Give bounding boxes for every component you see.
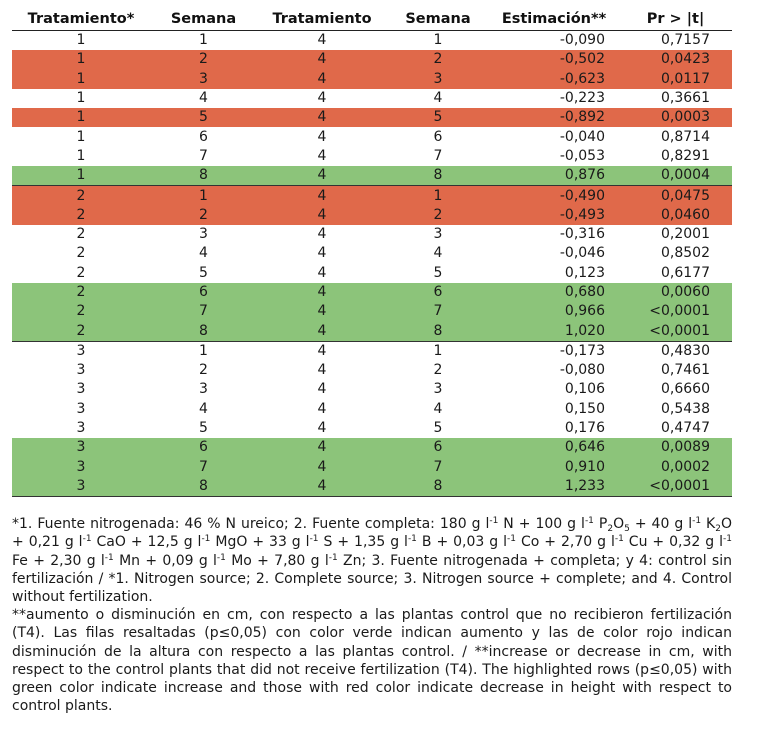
cell-tratamiento-a: 3 [76, 420, 86, 437]
cell-tratamiento-b: 4 [257, 341, 387, 361]
cell-tratamiento-a: 3 [12, 477, 150, 497]
cell-tratamiento-b: 4 [257, 206, 387, 225]
cell-semana-b: 2 [387, 206, 489, 225]
cell-tratamiento-a: 2 [76, 226, 86, 243]
footnote-supscript: -1 [328, 552, 338, 563]
cell-p-value: 0,3661 [661, 90, 710, 107]
cell-estimacion: -0,223 [559, 90, 605, 107]
cell-semana-a: 1 [199, 32, 208, 49]
cell-semana-a: 2 [199, 362, 208, 379]
cell-p-value: <0,0001 [619, 321, 732, 341]
cell-semana-b: 7 [387, 458, 489, 477]
cell-p-value: 0,0475 [619, 186, 732, 206]
cell-tratamiento-a: 1 [12, 70, 150, 89]
cell-p-value: 0,8714 [661, 128, 710, 145]
footnote-subscript: 2 [715, 524, 721, 535]
cell-estimacion: 0,123 [564, 264, 605, 281]
cell-p-value: 0,7157 [661, 32, 710, 49]
footnote-text: CaO + 12,5 g l [91, 534, 202, 551]
cell-semana-b: 3 [433, 226, 443, 243]
cell-tratamiento-a: 1 [12, 166, 150, 186]
cell-estimacion: 0,646 [489, 438, 619, 457]
cell-semana-a: 5 [199, 264, 208, 281]
header-p-value: Pr > |t| [619, 8, 732, 31]
footnote-supscript: -1 [489, 516, 499, 527]
table-row [12, 321, 732, 341]
footnote-subscript: 5 [624, 524, 630, 535]
cell-estimacion: -0,046 [559, 245, 605, 262]
cell-tratamiento-a: 2 [12, 321, 150, 341]
cell-semana-b: 1 [387, 341, 489, 361]
footnote-supscript: -1 [407, 534, 417, 545]
cell-tratamiento-b: 4 [317, 420, 327, 437]
table-row [12, 206, 732, 225]
cell-tratamiento-b: 4 [317, 264, 327, 281]
footnote-supscript: -1 [104, 552, 114, 563]
cell-semana-a: 6 [150, 438, 257, 457]
cell-semana-a: 7 [199, 147, 208, 164]
footnote-supscript: -1 [201, 534, 211, 545]
results-table-container [12, 8, 732, 715]
cell-tratamiento-b: 4 [317, 128, 327, 145]
table-row [12, 89, 732, 108]
cell-semana-a: 3 [150, 70, 257, 89]
cell-estimacion: 0,876 [489, 166, 619, 186]
cell-semana-a: 4 [199, 245, 208, 262]
cell-tratamiento-b: 4 [257, 458, 387, 477]
cell-semana-a: 8 [150, 321, 257, 341]
cell-semana-b: 4 [433, 90, 443, 107]
cell-estimacion: -0,040 [559, 128, 605, 145]
cell-p-value: 0,4830 [619, 341, 732, 361]
cell-tratamiento-a: 1 [12, 50, 150, 69]
cell-estimacion: -0,090 [559, 32, 605, 49]
cell-tratamiento-b: 4 [257, 438, 387, 457]
table-row [12, 283, 732, 302]
cell-p-value: 0,0002 [619, 458, 732, 477]
cell-p-value: 0,8502 [661, 245, 710, 262]
cell-estimacion: -0,493 [489, 206, 619, 225]
cell-semana-a: 6 [199, 128, 208, 145]
table-row [12, 244, 732, 263]
footnote-text: *1. Fuente nitrogenada: 46 % N ureico; 2. Fuente completa: 180 g l [12, 516, 490, 533]
table-row [12, 458, 732, 477]
table-body [12, 31, 732, 497]
cell-estimacion: 0,150 [564, 400, 605, 417]
cell-estimacion: 0,106 [564, 381, 605, 398]
table-row [12, 361, 732, 380]
cell-p-value: 0,4747 [661, 420, 710, 437]
cell-tratamiento-a: 3 [76, 400, 86, 417]
footnote-text: Mo + 7,80 g l [225, 552, 329, 569]
cell-estimacion: 0,910 [489, 458, 619, 477]
cell-estimacion: -0,490 [489, 186, 619, 206]
cell-semana-b: 1 [387, 186, 489, 206]
header-estimacion: Estimación** [489, 8, 619, 31]
cell-tratamiento-a: 2 [76, 245, 86, 262]
cell-estimacion: 1,233 [489, 477, 619, 497]
footnote-supscript: -1 [723, 534, 732, 545]
cell-tratamiento-b: 4 [257, 70, 387, 89]
cell-semana-b: 7 [387, 302, 489, 321]
footnote-supscript: -1 [507, 534, 517, 545]
cell-semana-b: 8 [387, 477, 489, 497]
cell-semana-b: 8 [387, 166, 489, 186]
cell-estimacion: 1,020 [489, 321, 619, 341]
cell-estimacion: 0,966 [489, 302, 619, 321]
footnote-supscript: -1 [584, 516, 594, 527]
table-row [12, 70, 732, 89]
cell-semana-a: 1 [150, 341, 257, 361]
cell-semana-b: 8 [387, 321, 489, 341]
cell-tratamiento-a: 2 [12, 283, 150, 302]
cell-p-value: 0,0089 [619, 438, 732, 457]
cell-estimacion: -0,173 [489, 341, 619, 361]
table-row [12, 127, 732, 146]
cell-tratamiento-b: 4 [317, 147, 327, 164]
footnotes [12, 515, 732, 715]
cell-semana-a: 7 [150, 458, 257, 477]
cell-semana-b: 4 [433, 400, 443, 417]
cell-tratamiento-a: 2 [12, 186, 150, 206]
header-row [12, 8, 732, 31]
footnote-supscript: -1 [82, 534, 92, 545]
cell-semana-b: 6 [433, 128, 443, 145]
comparison-table [12, 8, 732, 497]
cell-p-value: 0,0117 [619, 70, 732, 89]
cell-semana-b: 1 [433, 32, 443, 49]
cell-p-value: 0,0060 [619, 283, 732, 302]
cell-semana-a: 1 [150, 186, 257, 206]
footnote-text: B + 0,03 g l [416, 534, 508, 551]
cell-estimacion: -0,502 [489, 50, 619, 69]
cell-semana-b: 5 [387, 108, 489, 127]
cell-tratamiento-b: 4 [317, 362, 327, 379]
cell-semana-a: 5 [199, 420, 208, 437]
footnote-treatments [12, 515, 732, 606]
table-row [12, 477, 732, 497]
cell-p-value: 0,0460 [619, 206, 732, 225]
cell-semana-a: 8 [150, 477, 257, 497]
cell-semana-a: 3 [199, 381, 208, 398]
cell-tratamiento-a: 1 [76, 32, 86, 49]
cell-semana-a: 3 [199, 226, 208, 243]
cell-tratamiento-a: 2 [12, 302, 150, 321]
table-row [12, 147, 732, 166]
cell-tratamiento-a: 3 [76, 381, 86, 398]
cell-semana-a: 8 [150, 166, 257, 186]
cell-tratamiento-b: 4 [317, 226, 327, 243]
footnote-text: O [613, 516, 625, 533]
footnote-text: Co + 2,70 g l [516, 534, 615, 551]
cell-tratamiento-b: 4 [317, 245, 327, 262]
cell-tratamiento-a: 3 [76, 362, 86, 379]
footnote-text: Mn + 0,09 g l [113, 552, 217, 569]
cell-tratamiento-b: 4 [257, 302, 387, 321]
cell-tratamiento-a: 2 [76, 264, 86, 281]
cell-estimacion: 0,176 [564, 420, 605, 437]
table-row [12, 380, 732, 399]
footnote-supscript: -1 [216, 552, 226, 563]
cell-p-value: 0,5438 [661, 400, 710, 417]
header-semana-b: Semana [387, 8, 489, 31]
footnote-estimation: **aumento o disminución en cm, con respecto a las plantas control que no recibieron fertilización (T4). Las filas resaltadas (p≤0,05) con color verde indican aumento y las de color rojo indican disminución de la altura con respecto a las plantas control. / **increase or decrease in cm, with respect to the control plants that did not receive fertilization (T4). The highlighted rows (p≤0,05) with green color indicate increase and those with red color indicate decrease in height with respect to control plants. [12, 607, 732, 715]
cell-tratamiento-a: 3 [12, 458, 150, 477]
cell-estimacion: -0,623 [489, 70, 619, 89]
cell-estimacion: -0,892 [489, 108, 619, 127]
cell-semana-b: 6 [387, 283, 489, 302]
cell-semana-a: 2 [150, 50, 257, 69]
cell-semana-a: 4 [199, 90, 208, 107]
cell-estimacion: 0,680 [489, 283, 619, 302]
table-row [12, 31, 732, 51]
table-row [12, 341, 732, 361]
cell-semana-b: 4 [433, 245, 443, 262]
cell-tratamiento-a: 1 [12, 108, 150, 127]
footnote-text: Cu + 0,32 g l [623, 534, 723, 551]
footnote-text: MgO + 33 g l [210, 534, 310, 551]
cell-tratamiento-b: 4 [257, 186, 387, 206]
cell-p-value: <0,0001 [619, 302, 732, 321]
table-row [12, 264, 732, 283]
table-row [12, 225, 732, 244]
table-row [12, 166, 732, 186]
footnote-supscript: -1 [692, 516, 702, 527]
cell-tratamiento-b: 4 [317, 381, 327, 398]
header-semana-a: Semana [150, 8, 257, 31]
table-row [12, 419, 732, 438]
footnote-text: S + 1,35 g l [318, 534, 408, 551]
cell-semana-b: 5 [433, 420, 443, 437]
cell-p-value: 0,7461 [661, 362, 710, 379]
cell-p-value: 0,8291 [661, 147, 710, 164]
cell-tratamiento-b: 4 [317, 32, 327, 49]
cell-semana-a: 4 [199, 400, 208, 417]
cell-semana-a: 2 [150, 206, 257, 225]
cell-tratamiento-b: 4 [317, 400, 327, 417]
cell-estimacion: -0,316 [559, 226, 605, 243]
table-row [12, 50, 732, 69]
cell-tratamiento-a: 1 [76, 128, 86, 145]
footnote-supscript: -1 [309, 534, 319, 545]
footnote-text: Zn; 3. Fuente nitrogenada + completa; y 4: control sin fertilización / *1. Nitrogen source; 2. Complete source; 3. Nitrogen source + complete; and 4. Control without fertilization. [12, 552, 732, 605]
cell-p-value: 0,2001 [661, 226, 710, 243]
cell-semana-b: 2 [433, 362, 443, 379]
table-row [12, 302, 732, 321]
cell-tratamiento-a: 2 [12, 206, 150, 225]
footnote-text: Fe + 2,30 g l [12, 552, 105, 569]
cell-p-value: 0,6660 [661, 381, 710, 398]
footnote-text: O + 0,21 g l [12, 516, 733, 551]
header-tratamiento-b: Tratamiento [257, 8, 387, 31]
cell-tratamiento-a: 3 [12, 341, 150, 361]
cell-tratamiento-a: 1 [76, 147, 86, 164]
cell-estimacion: -0,053 [559, 147, 605, 164]
cell-tratamiento-b: 4 [257, 477, 387, 497]
cell-semana-a: 5 [150, 108, 257, 127]
cell-semana-a: 6 [150, 283, 257, 302]
cell-estimacion: -0,080 [559, 362, 605, 379]
cell-semana-a: 7 [150, 302, 257, 321]
footnote-text: K [701, 516, 716, 533]
table-row [12, 438, 732, 457]
table-row [12, 108, 732, 127]
footnote-supscript: -1 [614, 534, 624, 545]
cell-p-value: 0,6177 [661, 264, 710, 281]
cell-p-value: <0,0001 [619, 477, 732, 497]
cell-p-value: 0,0423 [619, 50, 732, 69]
cell-tratamiento-a: 1 [76, 90, 86, 107]
cell-semana-b: 2 [387, 50, 489, 69]
table-row [12, 400, 732, 419]
cell-tratamiento-b: 4 [257, 321, 387, 341]
table-header [12, 8, 732, 31]
cell-tratamiento-a: 3 [12, 438, 150, 457]
cell-semana-b: 3 [387, 70, 489, 89]
cell-semana-b: 6 [387, 438, 489, 457]
cell-tratamiento-b: 4 [257, 50, 387, 69]
table-row [12, 186, 732, 206]
cell-tratamiento-b: 4 [257, 166, 387, 186]
footnote-text: N + 100 g l [498, 516, 585, 533]
footnote-text: P [593, 516, 608, 533]
cell-p-value: 0,0003 [619, 108, 732, 127]
footnote-text: + 40 g l [629, 516, 693, 533]
cell-semana-b: 3 [433, 381, 443, 398]
cell-semana-b: 7 [433, 147, 443, 164]
cell-tratamiento-b: 4 [317, 90, 327, 107]
footnote-subscript: 2 [607, 524, 614, 535]
cell-p-value: 0,0004 [619, 166, 732, 186]
cell-semana-b: 5 [433, 264, 443, 281]
header-tratamiento-a: Tratamiento* [12, 8, 150, 31]
cell-tratamiento-b: 4 [257, 108, 387, 127]
cell-tratamiento-b: 4 [257, 283, 387, 302]
